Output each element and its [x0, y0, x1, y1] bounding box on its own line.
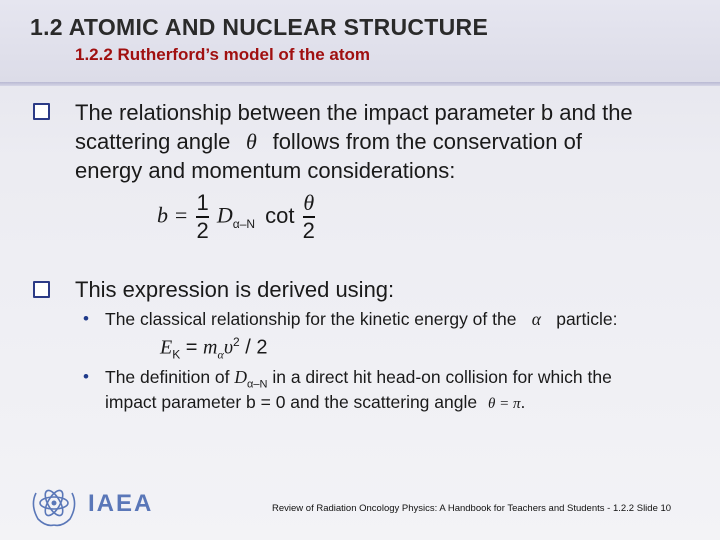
sub-bullet-2-line-2-text: impact parameter b = 0 and the scattering angle — [105, 392, 478, 412]
checkbox-bullet-icon — [33, 281, 50, 298]
sub-bullet-2-part-a: The definition of — [105, 367, 230, 387]
slide-header — [0, 0, 720, 82]
eq1-theta-den: 2 — [302, 217, 315, 243]
eq2-v-sup: 2 — [233, 335, 240, 349]
sub-bullet-2-part-b: in a direct hit head-on collision for which the — [272, 367, 612, 387]
sub-bullet-1-part-b: particle: — [556, 309, 618, 329]
bullet-2-text: This expression is derived using: — [75, 277, 395, 302]
alpha-symbol: α — [531, 309, 541, 329]
footer-citation: Review of Radiation Oncology Physics: A Handbook for Teachers and Students - 1.2.2 Slide 10 — [272, 503, 672, 514]
iaea-atom-logo-icon — [28, 481, 80, 529]
bullet-1-line-2b: follows from the conservation of — [272, 129, 582, 154]
theta-equals-pi: θ = π — [487, 396, 521, 412]
impact-parameter-equation — [157, 192, 315, 242]
eq2-m: m — [203, 336, 218, 359]
bullet-1-text — [75, 98, 633, 185]
kinetic-energy-equation — [160, 335, 268, 363]
slide-subtitle: 1.2.2 Rutherford’s model of the atom — [75, 45, 371, 64]
bullet-1-line-2a: scattering angle — [75, 129, 231, 154]
eq2-v: υ — [223, 336, 233, 359]
sub2-D: D — [234, 367, 248, 387]
sub-bullet-dot: • — [83, 367, 89, 386]
eq1-frac-den: 2 — [196, 217, 209, 243]
theta-symbol: θ — [246, 129, 257, 154]
eq2-equals: = — [185, 336, 198, 359]
eq1-b-lhs: b = — [157, 202, 189, 228]
eq1-half-fraction — [196, 192, 208, 242]
sub-bullet-2-line-2 — [105, 390, 525, 416]
sub-bullet-1-text — [105, 307, 618, 331]
sub-bullet-1-part-a: The classical relationship for the kinetic energy of the — [105, 309, 517, 329]
eq2-E: E — [160, 336, 173, 359]
bullet-1-line-1: The relationship between the impact parameter b and the — [75, 100, 633, 125]
eq1-D-sub: α–N — [232, 216, 256, 231]
eq2-m-sub: α — [217, 347, 224, 362]
eq1-theta-num: θ — [303, 190, 315, 215]
sub2-period: . — [520, 392, 526, 412]
bullet-1-line-3: energy and momentum considerations: — [75, 158, 456, 183]
iaea-logo-text: IAEA — [88, 490, 154, 517]
eq1-frac-num: 1 — [196, 190, 209, 215]
sub-bullet-dot: • — [83, 309, 89, 328]
sub2-D-sub: α–N — [247, 378, 268, 391]
eq1-cot: cot — [265, 202, 295, 228]
checkbox-bullet-icon — [33, 103, 50, 120]
eq1-D: D — [216, 202, 233, 228]
header-divider — [0, 82, 720, 86]
slide-title: 1.2 ATOMIC AND NUCLEAR STRUCTURE — [30, 14, 489, 40]
eq2-E-sub: K — [172, 347, 181, 362]
eq2-rest: / 2 — [245, 336, 268, 359]
eq1-theta-fraction — [303, 192, 315, 242]
